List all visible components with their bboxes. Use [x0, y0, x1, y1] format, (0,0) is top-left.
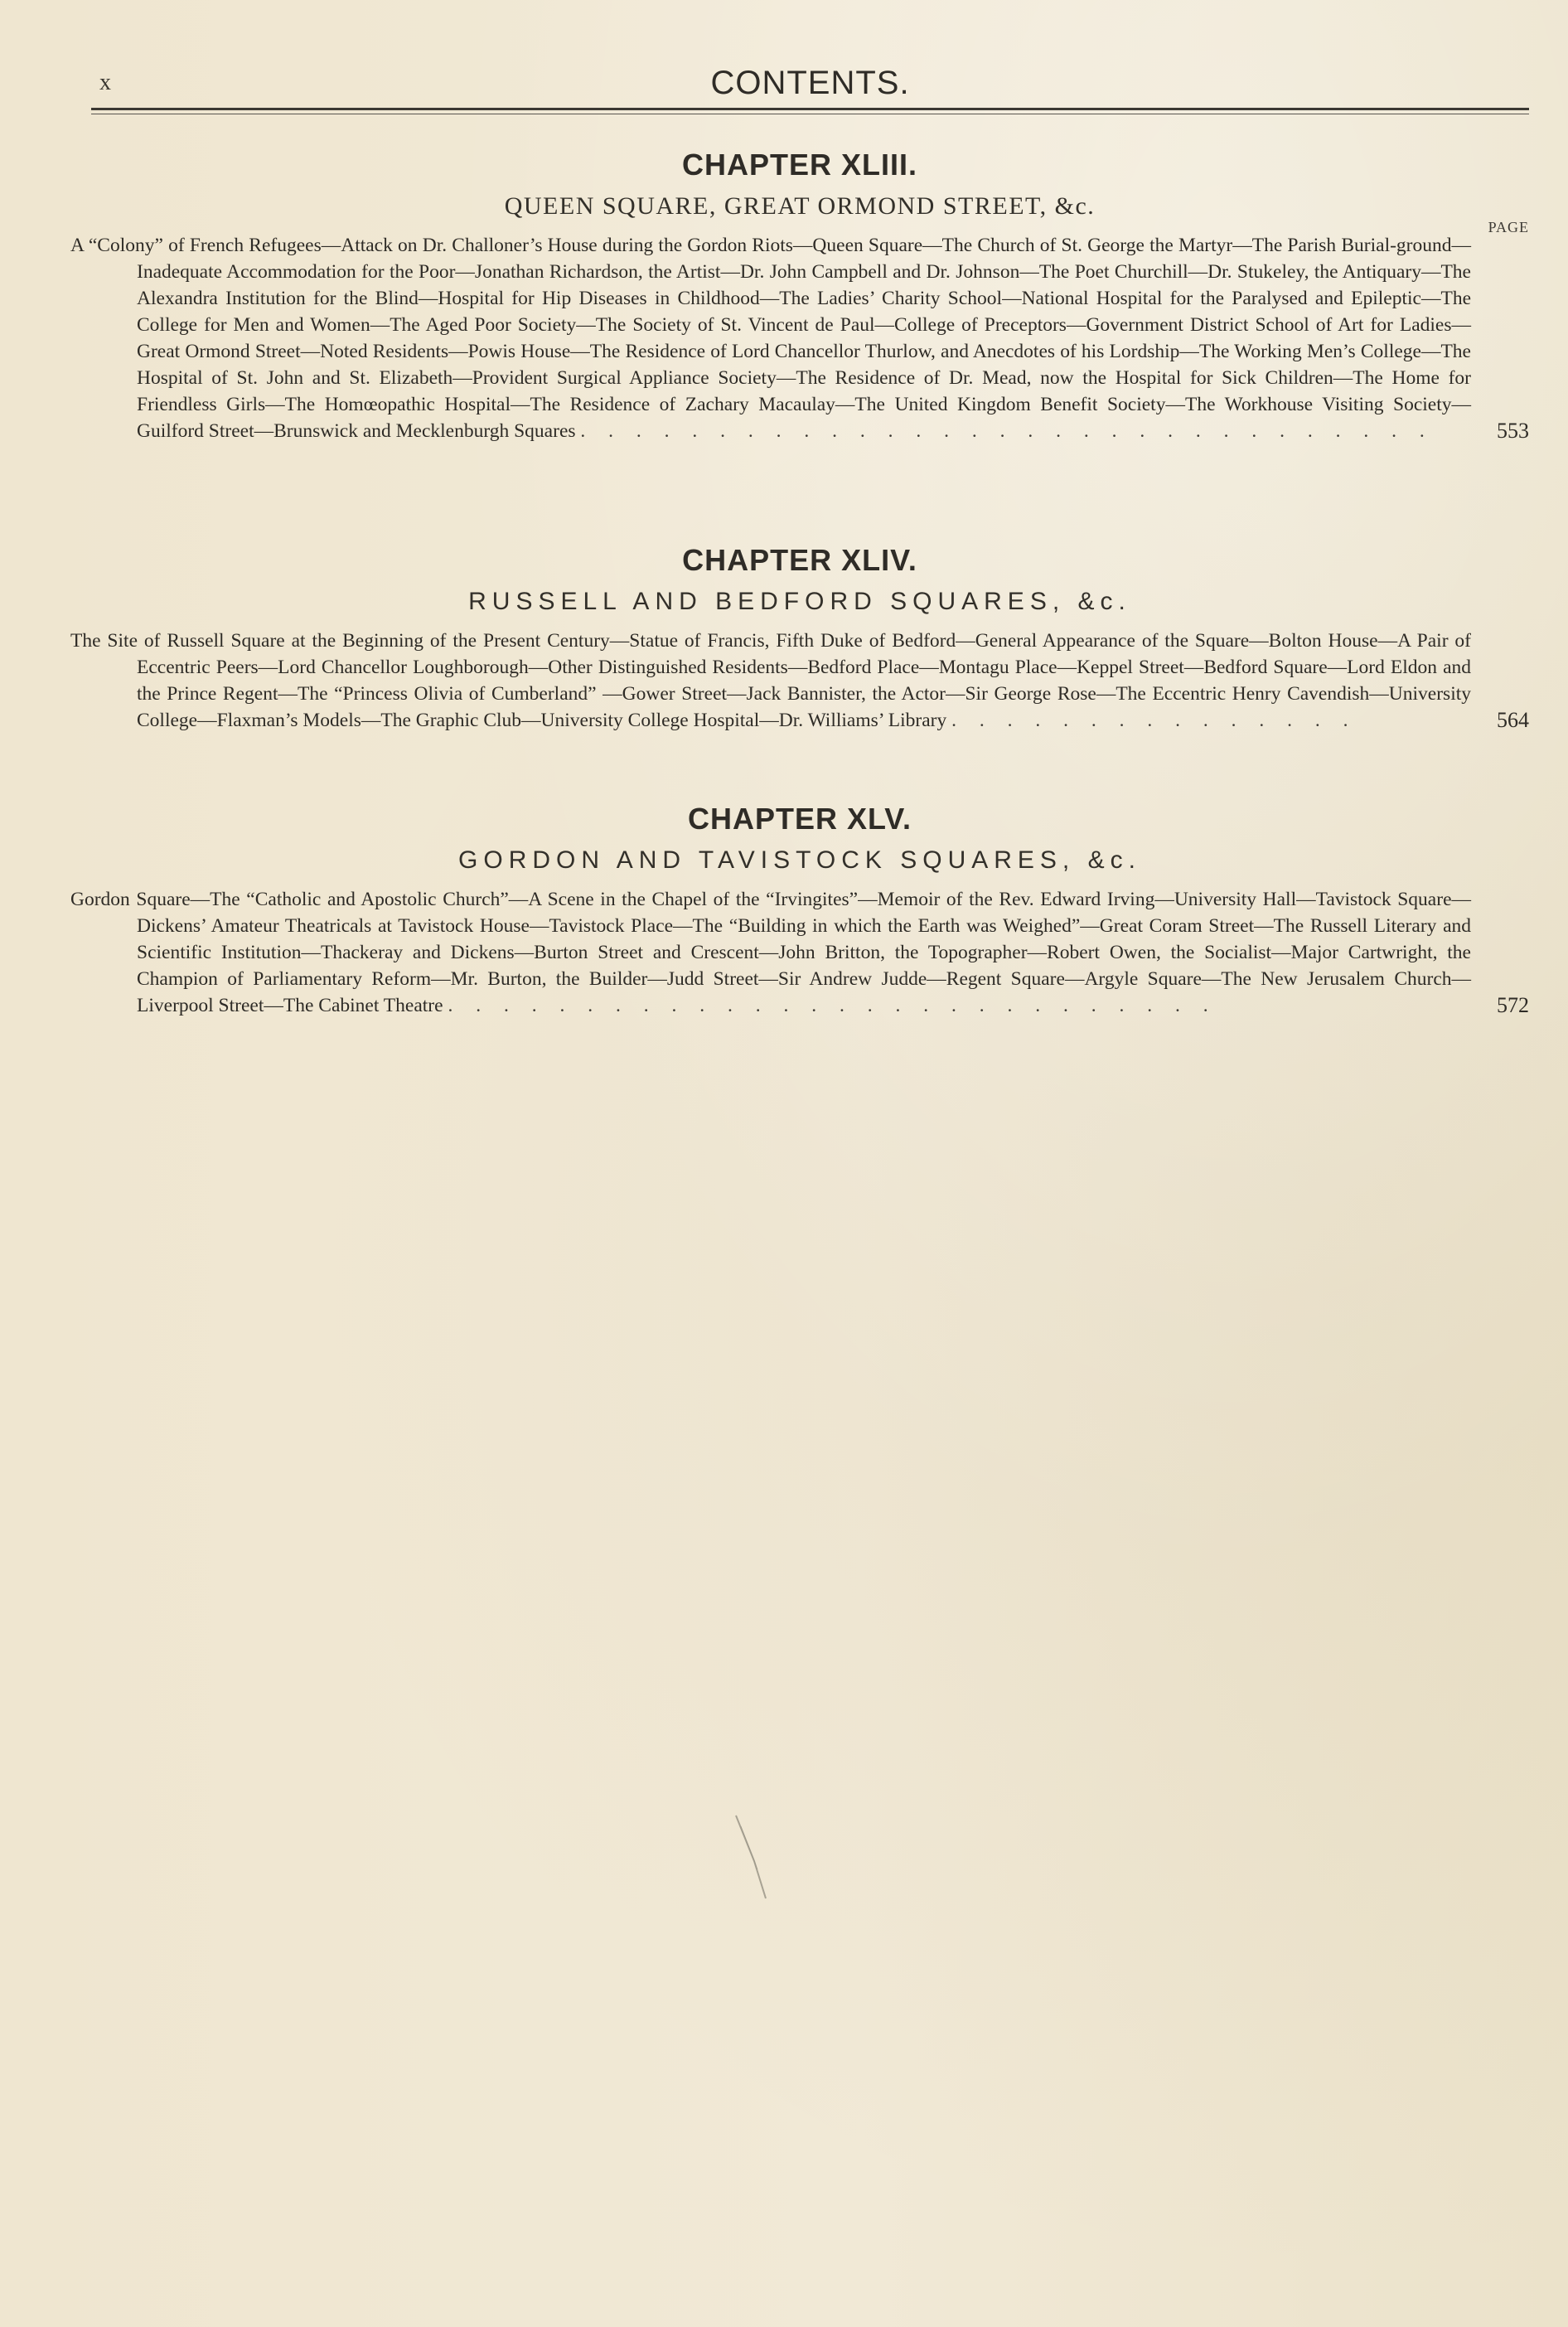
page-number: 572: [1497, 993, 1529, 1017]
page-folio: x: [99, 70, 112, 95]
ink-mark: [729, 1811, 787, 1911]
summary-text: Gordon Square—The “Catholic and Apostolic Church”—A Scene in the Chapel of the “Irvingites”—Memoir of the Rev. Edward Irving—University Hall—Tavistock Square—Dickens’ Amateur Theatricals at Tavistock House—Tavistock Place—The “Building in which the Earth was Weighed”—Great Coram Street—The Russell Literary and Scientific Institution—Thackeray and Dickens—Burton Street and Crescent—John Britton, the Topographer—Robert Owen, the Socialist—Major Cartwright, the Champion of Parliamentary Reform—Mr. Burton, the Builder—Judd Street—Sir Andrew Judde—Regent Square—Argyle Square—The New Jerusalem Church—Liverpool Street—The Cabinet Theatre: [70, 889, 1471, 1016]
chapter-xliv: [70, 543, 1529, 754]
dot-leaders: . . . . . . . . . . . . . . . . . . . . . . . . . . . .: [448, 995, 1217, 1016]
chapter-summary: [70, 628, 1529, 734]
running-head: [91, 65, 1529, 104]
page-number: 564: [1497, 708, 1529, 732]
chapter-summary: [70, 886, 1529, 1019]
page-number: 553: [1497, 419, 1529, 443]
summary-text: A “Colony” of French Refugees—Attack on Dr. Challoner’s House during the Gordon Riots—Queen Square—The Church of St. George the Martyr—The Parish Burial-ground—Inadequate Accommodation for the Poor—Jonathan Richardson, the Artist—Dr. John Campbell and Dr. Johnson—The Poet Churchill—Dr. Stukeley, the Antiquary—The Alexandra Institution for the Blind—Hospital for Hip Diseases in Childhood—The Ladies’ Charity School—National Hospital for the Paralysed and Epileptic—The College for Men and Women—The Aged Poor Society—The Society of St. Vincent de Paul—College of Preceptors—Government District School of Art for Ladies—Great Ormond Street—Noted Residents—Powis House—The Residence of Lord Chancellor Thurlow, and Anecdotes of his Lordship—The Working Men’s College—The Hospital of St. John and St. Elizabeth—Provident Surgical Appliance Society—The Residence of Dr. Mead, now the Hospital for Sick Children—The Home for Friendless Girls—The Homœopathic Hospital—The Residence of Zachary Macaulay—The United Kingdom Benefit Society—The Workhouse Visiting Society—Guilford Street—Brunswick and Mecklenburgh Squares: [70, 235, 1471, 442]
chapter-summary: [70, 232, 1529, 444]
chapter-subtitle: QUEEN SQUARE, GREAT ORMOND STREET, &c.: [504, 192, 1096, 220]
header-rule: [91, 108, 1529, 110]
dot-leaders: . . . . . . . . . . . . . . . . . . . . . . . . . . . . . . .: [580, 420, 1434, 442]
running-title: CONTENTS.: [710, 65, 910, 101]
chapter-xliii: [70, 148, 1529, 464]
chapter-xlv: [70, 802, 1529, 1039]
chapter-heading: CHAPTER XLIV.: [682, 543, 917, 577]
chapter-subtitle: RUSSELL AND BEDFORD SQUARES, &c.: [468, 588, 1131, 615]
chapter-heading: CHAPTER XLIII.: [681, 148, 918, 182]
page-column-label: PAGE: [1488, 219, 1529, 235]
chapter-subtitle: GORDON AND TAVISTOCK SQUARES, &c.: [458, 846, 1141, 874]
summary-text: The Site of Russell Square at the Beginning of the Present Century—Statue of Francis, Fifth Duke of Bedford—General Appearance of the Square—Bolton House—A Pair of Eccentric Peers—Lord Chancellor Loughborough—Other Distinguished Residents—Bedford Place—Montagu Place—Keppel Street—Bedford Square—Lord Eldon and the Prince Regent—The “Princess Olivia of Cumberland” —Gower Street—Jack Bannister, the Actor—Sir George Rose—The Eccentric Henry Cavendish—University College—Flaxman’s Models—The Graphic Club—University College Hospital—Dr. Williams’ Library: [70, 630, 1471, 731]
chapter-heading: CHAPTER XLV.: [687, 802, 912, 836]
dot-leaders: . . . . . . . . . . . . . . .: [951, 710, 1357, 731]
